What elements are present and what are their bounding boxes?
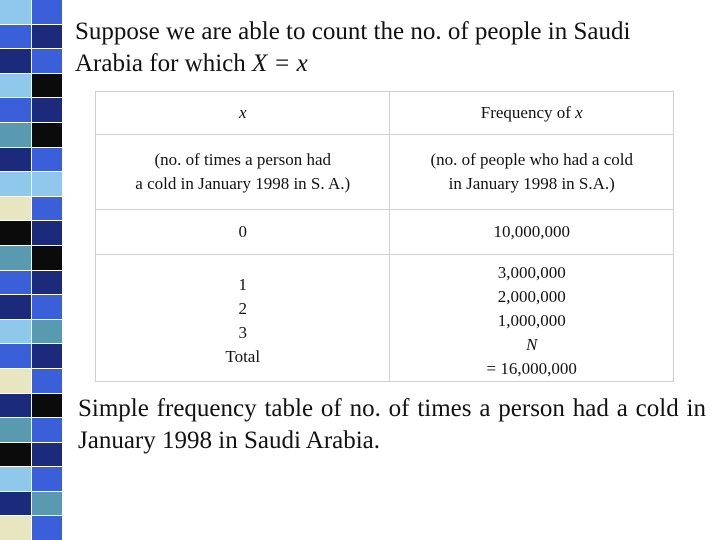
heading-line-1: Suppose we are able to count the no. of people in Saudi (75, 18, 631, 45)
cell-x-value: 1 (238, 275, 247, 294)
stripe-block (0, 147, 62, 172)
decorative-stripe (0, 0, 62, 540)
cell-frequency-value: 10,000,000 (390, 210, 674, 255)
stripe-block (0, 245, 62, 270)
col-x-description-line: a cold in January 1998 in S. A.) (135, 174, 351, 193)
stripe-block (0, 48, 62, 73)
table-header-row (96, 92, 674, 135)
table-row (96, 210, 674, 255)
col-x-description (96, 135, 390, 210)
stripe-block (0, 491, 62, 516)
stripe-block (0, 270, 62, 295)
col-frequency-description (390, 135, 674, 210)
stripe-block (0, 196, 62, 221)
col-frequency-header (390, 92, 674, 135)
stripe-block (0, 0, 62, 24)
col-x-header (96, 92, 390, 135)
heading-line-2-text: Arabia for which (75, 50, 253, 77)
col-x-header-label: x (238, 103, 247, 122)
total-value-number: = 16,000,000 (486, 359, 577, 378)
cell-frequency-value: 3,000,000 (497, 263, 566, 282)
table-row (96, 255, 674, 382)
stripe-block (0, 515, 62, 540)
stripe-block (0, 417, 62, 442)
col-frequency-header-label: Frequency of (480, 103, 576, 122)
col-frequency-description-line: (no. of people who had a cold (430, 150, 633, 169)
cell-frequency-value: 2,000,000 (497, 287, 566, 306)
stripe-block (0, 319, 62, 344)
slide-heading (75, 16, 715, 80)
stripe-block (0, 393, 62, 418)
total-label: Total (225, 347, 261, 366)
stripe-block (0, 368, 62, 393)
cell-x-value: 3 (238, 323, 247, 342)
stripe-block (0, 97, 62, 122)
stripe-block (0, 442, 62, 467)
cell-x-value: 0 (96, 210, 390, 255)
col-frequency-header-var: x (575, 103, 583, 122)
col-x-description-line: (no. of times a person had (154, 150, 332, 169)
stripe-block (0, 294, 62, 319)
table-caption: Simple frequency table of no. of times a person had a cold in January 1998 in Saudi Arabia. (78, 395, 706, 454)
table-description-row (96, 135, 674, 210)
total-value (390, 333, 673, 381)
cell-frequency-value: 1,000,000 (497, 311, 566, 330)
cell-x-values (96, 255, 390, 382)
stripe-block (0, 466, 62, 491)
col-frequency-description-line: in January 1998 in S.A.) (448, 174, 615, 193)
cell-frequency-values (390, 255, 674, 382)
frequency-table (95, 91, 674, 382)
stripe-block (0, 343, 62, 368)
stripe-block (0, 24, 62, 49)
stripe-block (0, 171, 62, 196)
cell-x-value: 2 (238, 299, 247, 318)
stripe-block (0, 220, 62, 245)
heading-line-2 (75, 48, 715, 80)
stripe-block (0, 122, 62, 147)
heading-math: X = x (252, 50, 308, 77)
stripe-block (0, 73, 62, 98)
total-var: N (526, 335, 538, 354)
